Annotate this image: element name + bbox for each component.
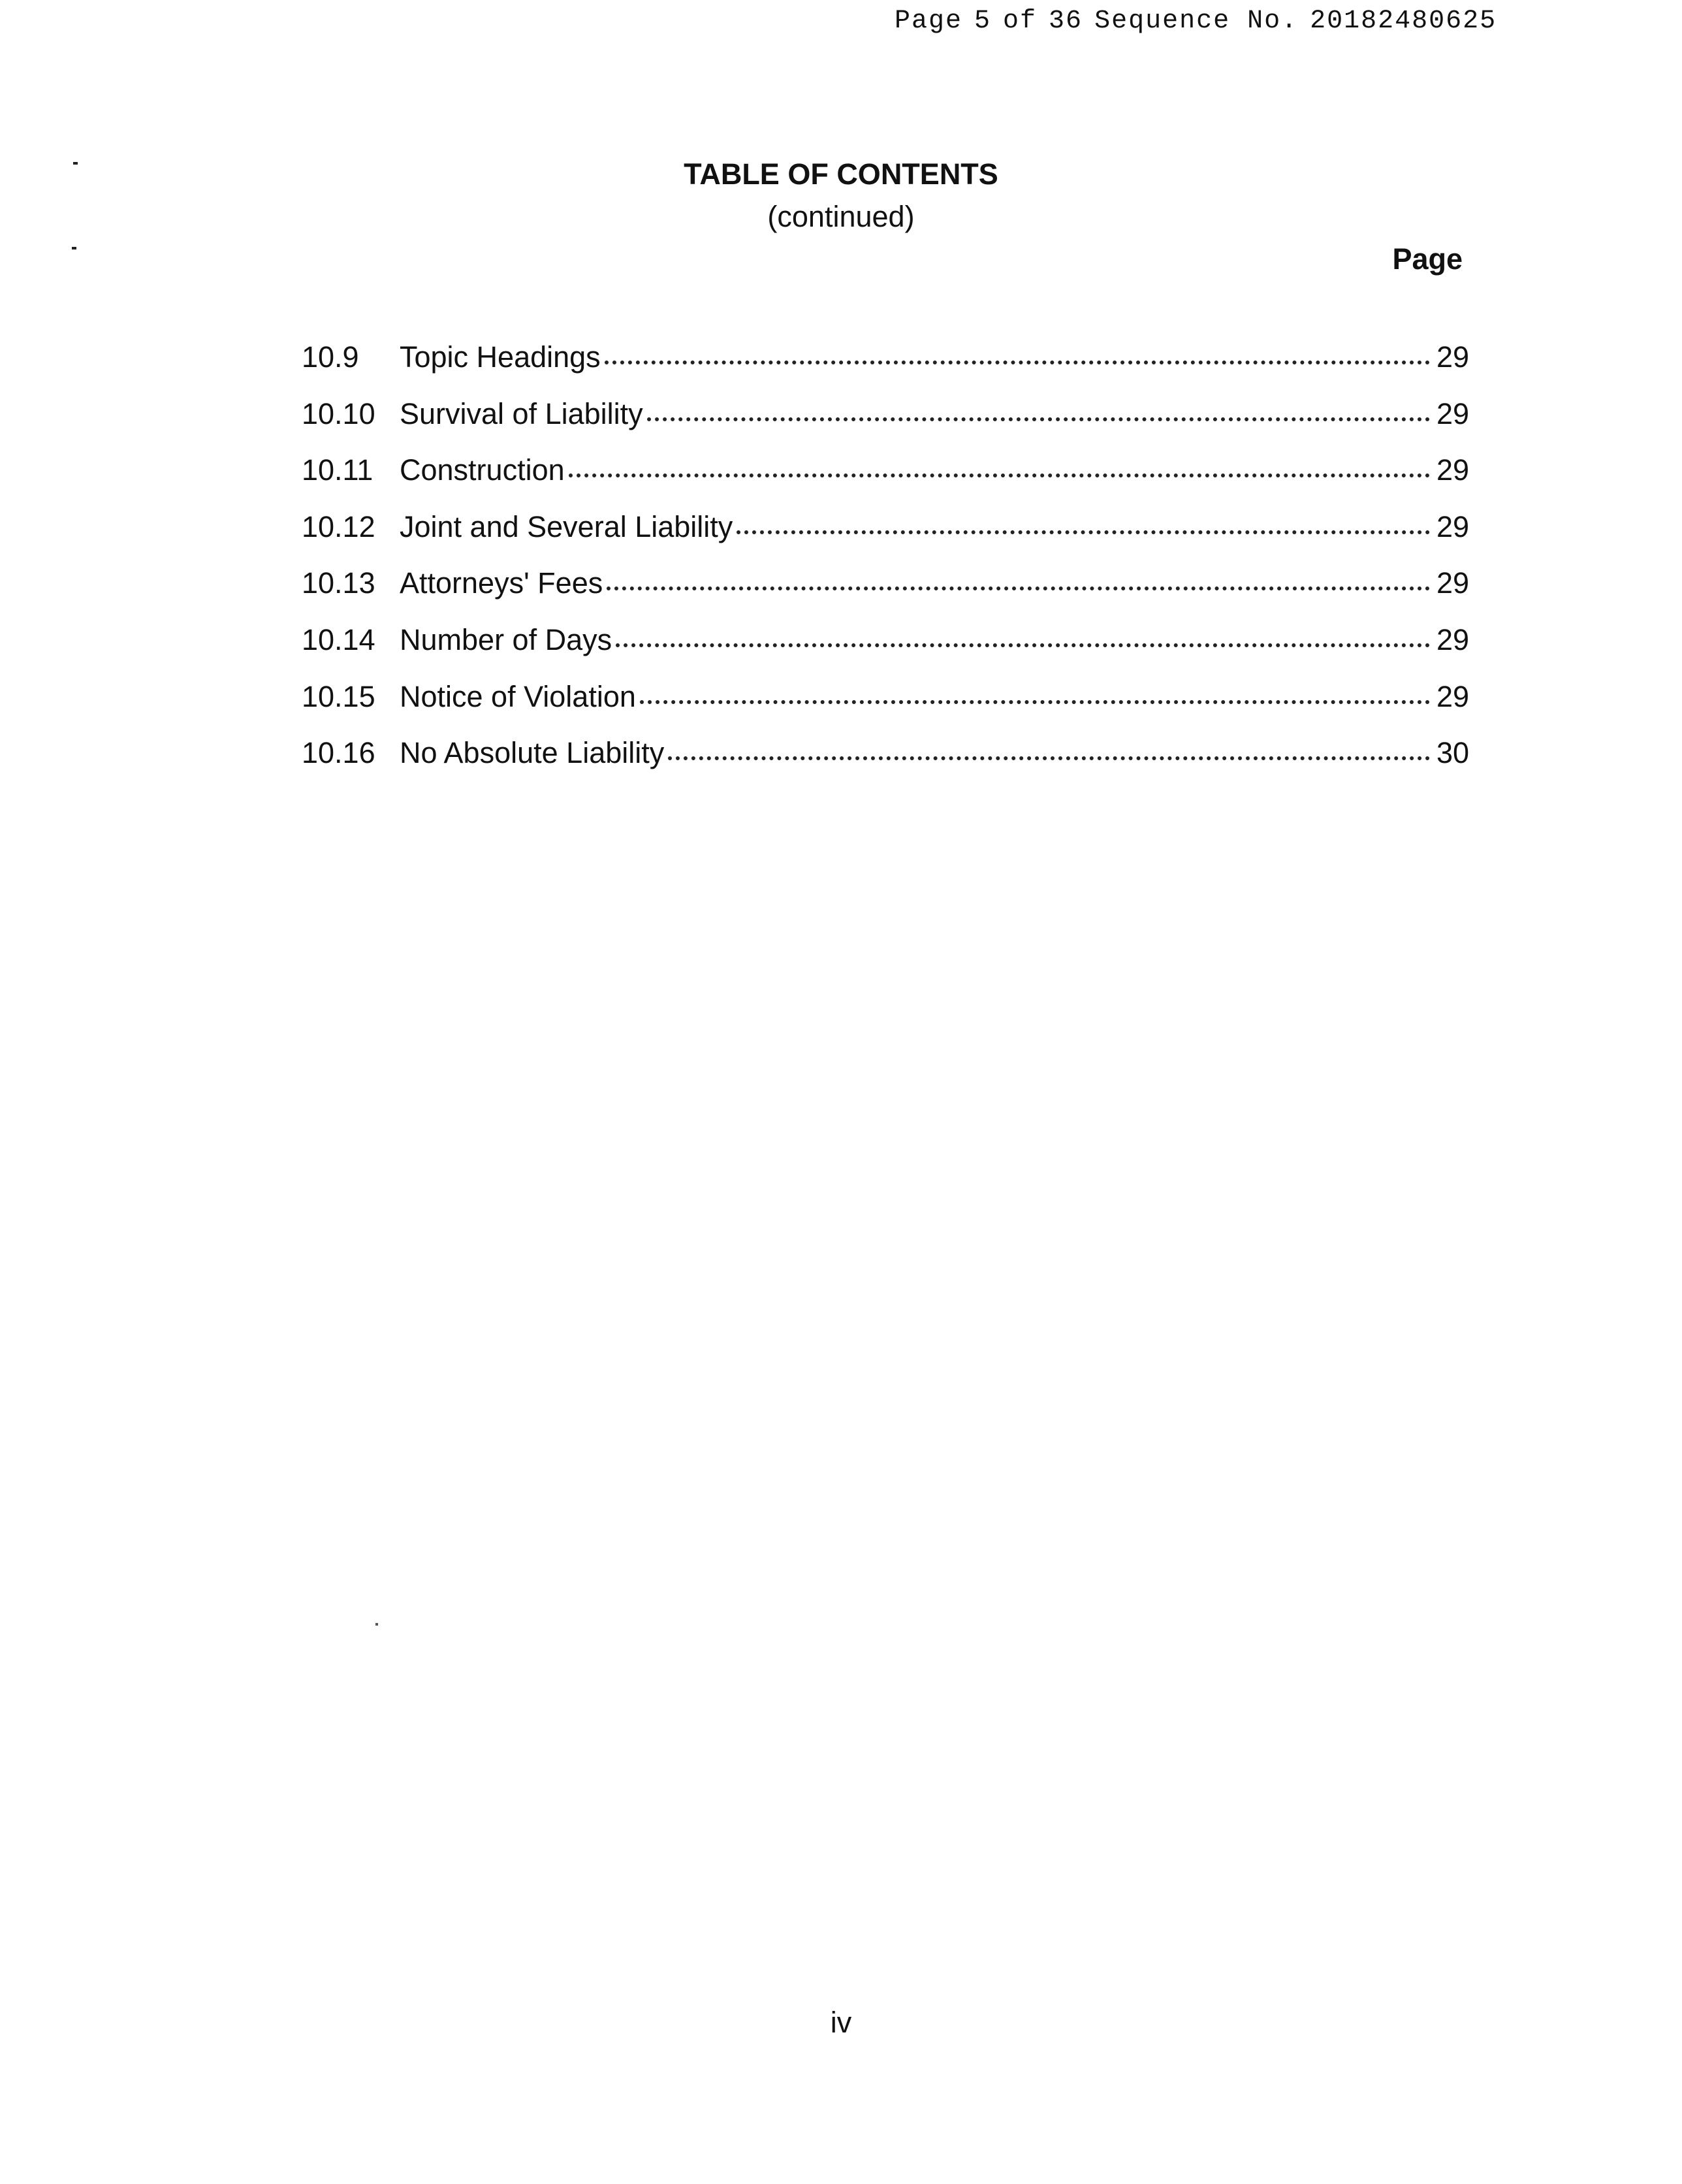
stamp-page-word: Page [895,7,963,36]
toc-entry-label: Joint and Several Liability [400,509,733,543]
toc-entry [302,566,1469,622]
toc-entry-page: 30 [1436,736,1469,770]
toc-entry-page: 29 [1436,396,1469,430]
toc-entry [302,735,1469,792]
toc-entry-label: Number of Days [400,622,612,656]
scan-speck [375,1623,378,1626]
toc-entry-number: 10.9 [302,340,359,374]
toc-entry-label: Survival of Liability [400,396,643,430]
toc-leader-dots [668,756,1430,760]
toc-entry-page: 29 [1436,679,1469,713]
toc-entry-page: 29 [1436,453,1469,487]
toc-leader-dots [640,700,1430,704]
toc-entry-number: 10.12 [302,509,375,543]
toc-subtitle: (continued) [767,200,915,233]
toc-leader-dots [647,417,1430,421]
stamp-of-word: of [1003,7,1038,36]
toc-list [302,340,1469,792]
toc-entry-page: 29 [1436,622,1469,656]
toc-entry-page: 29 [1436,566,1469,600]
toc-entry-label: No Absolute Liability [400,736,665,770]
toc-entry [302,622,1469,679]
toc-entry-label: Attorneys' Fees [400,566,603,600]
toc-entry-page: 29 [1436,509,1469,543]
scan-mark [72,247,76,249]
toc-entry-label: Topic Headings [400,340,601,374]
toc-entry-number: 10.15 [302,679,375,713]
page-sequence-stamp [895,7,1497,36]
toc-entry-label: Construction [400,453,565,487]
stamp-page-total: 36 [1049,7,1083,36]
toc-entry-page: 29 [1436,340,1469,374]
toc-title: TABLE OF CONTENTS [684,157,998,191]
toc-entry-number: 10.13 [302,566,375,600]
toc-entry [302,453,1469,509]
toc-entry-number: 10.14 [302,622,375,656]
toc-entry [302,340,1469,396]
stamp-sequence-label: Sequence No. [1094,7,1299,36]
toc-leader-dots [607,586,1430,590]
toc-leader-dots [605,361,1430,364]
toc-entry-number: 10.11 [302,453,373,487]
toc-entry [302,396,1469,453]
toc-entry [302,509,1469,566]
toc-entry-number: 10.16 [302,736,375,770]
toc-entry-label: Notice of Violation [400,679,636,713]
toc-entry [302,679,1469,736]
page-column-label: Page [1392,242,1463,276]
toc-leader-dots [616,643,1430,647]
toc-entry-number: 10.10 [302,396,375,430]
stamp-sequence-number: 20182480625 [1310,7,1497,36]
stamp-page-number: 5 [974,7,992,36]
toc-leader-dots [737,530,1430,534]
toc-leader-dots [569,474,1430,477]
footer-page-number: iv [830,2006,852,2039]
